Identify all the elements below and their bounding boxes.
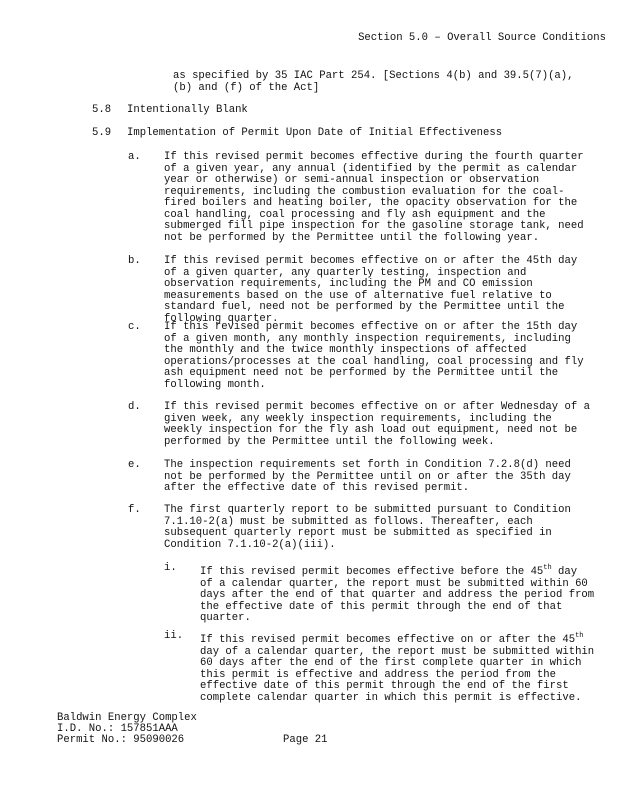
subitem-text-pre: If this revised permit becomes effective on or after the 45 bbox=[200, 634, 576, 646]
item-label: b. bbox=[128, 255, 141, 267]
section-number: 5.8 bbox=[92, 104, 112, 116]
subitem-label: i. bbox=[164, 562, 177, 574]
item-text: If this revised permit becomes effective on or after Wednesday of a given week, any weekly inspection requirements, including the weekly inspection for the fly ash load out equipment, need not be performed by the Permittee until the following week. bbox=[164, 401, 590, 448]
ordinal-suffix: th bbox=[543, 564, 552, 572]
subitem-text-pre: If this revised permit becomes effective before the 45 bbox=[200, 566, 544, 578]
subitem-text-post: day of a calendar quarter, the report must be submitted within 60 days after the end of the first complete quarter in which this permit is effective and address the period from the effective date of this permit through the end of the first complete calendar quarter in which this permit is effective. bbox=[200, 645, 595, 704]
item-text: If this revised permit becomes effective during the fourth quarter of a given year, any annual (identified by the permit as calendar year or otherwise) or semi-annual inspection or observation requirements, including the combustion evaluation for the coal-fired boilers and heating boiler, the opacity observation for the coal handling, coal processing and fly ash equipment and the submerged fill pipe inspection for the gasoline storage tank, need not be performed by the Permittee until the following year. bbox=[164, 151, 584, 244]
footer-id-number: I.D. No.: 157851AAA bbox=[57, 723, 178, 735]
footer-permit-number: Permit No.: 95090026 bbox=[57, 734, 185, 746]
item-label: a. bbox=[128, 151, 141, 163]
item-label: c. bbox=[128, 321, 141, 333]
subitem-text bbox=[200, 631, 595, 704]
item-text: If this revised permit becomes effective on or after the 15th day of a given month, any monthly inspection requirements, including the monthly and the twice monthly inspections of affected operations/processes at the coal handling, coal processing and fly ash equipment need not be performed by the Permittee until the following month. bbox=[164, 321, 584, 391]
subitem-label: ii. bbox=[164, 630, 184, 642]
page-number: Page 21 bbox=[283, 734, 328, 746]
intro-paragraph: as specified by 35 IAC Part 254. [Sections 4(b) and 39.5(7)(a), (b) and (f) of the Act] bbox=[173, 70, 574, 94]
item-label: d. bbox=[128, 401, 141, 413]
ordinal-suffix: th bbox=[575, 632, 584, 640]
section-number: 5.9 bbox=[92, 127, 112, 139]
item-text: If this revised permit becomes effective on or after the 45th day of a given quarter, any quarterly testing, inspection and observation requirements, including the PM and CO emission measurements based on the use of alternative fuel relative to standard fuel, need not be performed by the Permittee until the following quarter. bbox=[164, 255, 578, 325]
section-header: Section 5.0 – Overall Source Conditions bbox=[358, 32, 606, 44]
subitem-text bbox=[200, 563, 595, 625]
footer-source-name: Baldwin Energy Complex bbox=[57, 712, 197, 724]
item-text: The inspection requirements set forth in Condition 7.2.8(d) need not be performed by the Permittee until on or after the 35th day after the effective date of this revised permit. bbox=[164, 459, 571, 494]
item-label: f. bbox=[128, 504, 141, 516]
section-title: Implementation of Permit Upon Date of Initial Effectiveness bbox=[127, 127, 503, 139]
section-title: Intentionally Blank bbox=[127, 104, 248, 116]
item-label: e. bbox=[128, 459, 141, 471]
subitem-text-post: day of a calendar quarter, the report must be submitted within 60 days after the end of that quarter and address the period from the effective date of this permit through the end of that quarter. bbox=[200, 566, 595, 624]
item-text: The first quarterly report to be submitted pursuant to Condition 7.1.10-2(a) must be submitted as follows. Thereafter, each subsequent quarterly report must be submitted as specified in Condition 7.1.10-2(a)(iii). bbox=[164, 504, 571, 551]
